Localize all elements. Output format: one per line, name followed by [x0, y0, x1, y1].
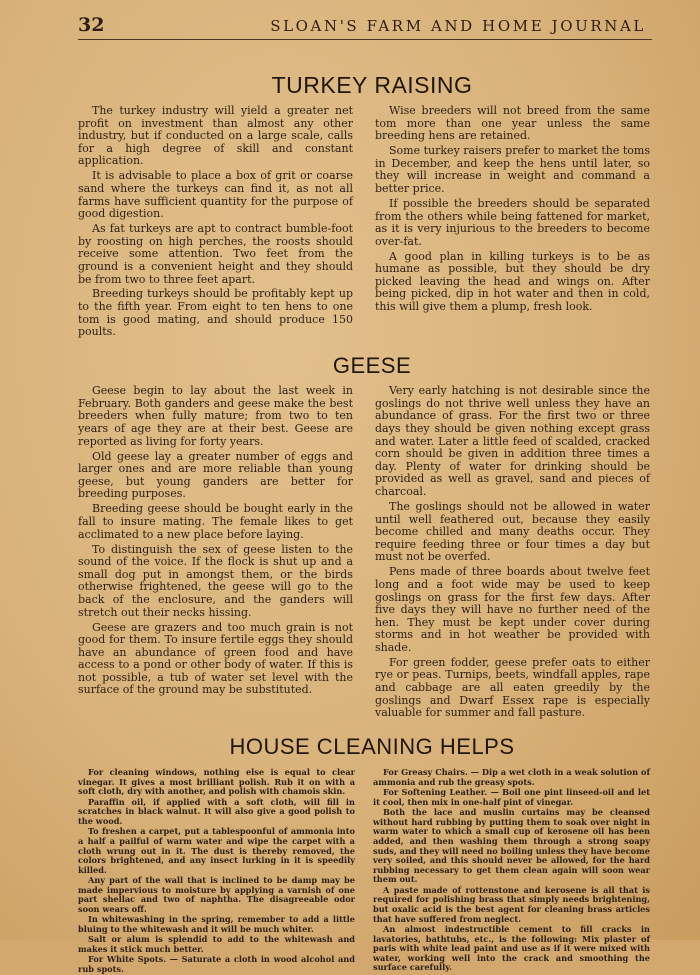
- paragraph: The goslings should not be allowed in water until well feathered out, because they easily become chilled and many deaths occur. They require feeding three or four times a day but must not be overfed.: [375, 499, 650, 564]
- page-header: [78, 14, 652, 40]
- paragraph: If possible the breeders should be separated from the others while being fattened for market, as it is very injurious to the breeders to become over-fat.: [375, 196, 650, 248]
- paragraph: Geese begin to lay about the last week in February. Both ganders and geese make the best breeders when fully mature; from two to ten years of age they are at their best. Geese are reported as living for forty years.: [78, 384, 353, 448]
- paragraph: For White Spots. — Saturate a cloth in wood alcohol and rub spots.: [78, 954, 355, 974]
- geese-column-1: [78, 385, 353, 722]
- paragraph: A paste made of rottenstone and kerosene is all that is required for polishing brass that simply needs brightening, but oxalic acid is the best agent for cleaning brass articles that have suffered from neglect.: [373, 884, 650, 924]
- paragraph: Both the lace and muslin curtains may be cleansed without hard rubbing by putting them to soak over night in warm water to which a small cup of kerosene oil has been added, and then washing them through a strong soapy suds, and they will need no boiling unless they have become very soiled, and this should never be allowed, for the hard rubbing necessary to get them clean again will soon wear them out.: [373, 807, 650, 885]
- paragraph: Wise breeders will not breed from the same tom more than one year unless the same breeding hens are retained.: [375, 104, 650, 143]
- geese-heading: GEESE: [332, 353, 412, 379]
- paragraph: To distinguish the sex of geese listen to the sound of the voice. If the flock is shut up and a small dog put in amongst them, or the birds otherwise frightened, the geese will go to the back of the enclosure, and the ganders will stretch out their necks hissing.: [78, 542, 353, 619]
- geese-section: [78, 385, 650, 722]
- paragraph: Any part of the wall that is inclined to be damp may be made impervious to moisture by applying a varnish of one part shellac and two of naphtha. The disagreeable odor soon wears off.: [78, 875, 355, 914]
- paragraph: Breeding geese should be bought early in the fall to insure mating. The female likes to get acclimated to a new place before laying.: [78, 502, 353, 541]
- paragraph: A good plan in killing turkeys is to be as humane as possible, but they should be dry picked leaving the head and wings on. After being picked, dip in hot water and then in cold, this will give them a plump, fresh look.: [375, 249, 650, 314]
- page-number: 32: [78, 14, 105, 36]
- paragraph: An almost indestructible cement to fill cracks in lavatories, bathtubs, etc., is the following: Mix plaster of paris with white lead paint and use as if it were mixed with water, working well into the crack and smoothing the surface carefully.: [373, 923, 650, 973]
- paragraph: Paraffin oil, if applied with a soft cloth, will fill in scratches in black walnut. It will also give a good polish to the wood.: [78, 796, 355, 827]
- paragraph: As fat turkeys are apt to contract bumble-foot by roosting on high perches, the roosts should receive some attention. Two feet from the ground is a convenient height and they should be from two to three feet apart.: [78, 222, 353, 286]
- paragraph: For Greasy Chairs. — Dip a wet cloth in a weak solution of ammonia and rub the greasy spots.: [373, 767, 650, 787]
- paragraph: To freshen a carpet, put a tablespoonful of ammonia into a half a pailful of warm water and wipe the carpet with a cloth wrung out in it. The dust is thereby removed, the colors brightened, and any insect lurking in it is speedily killed.: [78, 826, 355, 875]
- house-column-1: [78, 768, 355, 975]
- paragraph: Very early hatching is not desirable since the goslings do not thrive well unless they have an abundance of grass. For the first two or three days they should be given nothing except grass and water. Later a little feed of scalded, cracked corn should be given in addition three times a day. Plenty of water for drinking should be provided as well as gravel, sand and pieces of charcoal.: [375, 384, 650, 498]
- journal-title: SLOAN'S FARM AND HOME JOURNAL: [270, 17, 646, 35]
- paragraph: It is advisable to place a box of grit or coarse sand where the turkeys can find it, as not all farms have sufficient quantity for the purpose of good digestion.: [78, 169, 353, 221]
- paragraph: Breeding turkeys should be profitably kept up to the fifth year. From eight to ten hens to one tom is good mating, and should produce 150 poults.: [78, 287, 353, 339]
- turkey-column-1: [78, 105, 353, 341]
- geese-column-2: [375, 385, 650, 722]
- house-column-2: [373, 768, 650, 975]
- turkey-raising-heading: TURKEY RAISING: [271, 72, 473, 98]
- paragraph: Geese are grazers and too much grain is not good for them. To insure fertile eggs they should have an abundance of green food and have access to a pond or other body of water. If this is not possible, a tub of water set level with the surface of the ground may be substituted.: [78, 620, 353, 697]
- paragraph: Some turkey raisers prefer to market the toms in December, and keep the hens until later, so they will increase in weight and command a better price.: [375, 144, 650, 195]
- paragraph: Salt or alum is splendid to add to the whitewash and makes it stick much better.: [78, 934, 355, 954]
- paragraph: Pens made of three boards about twelve feet long and a foot wide may be used to keep goslings on grass for the first few days. After five days they will have no further need of the hen. They must be kept under cover during storms and in hot weather be provided with shade.: [375, 565, 650, 654]
- turkey-column-2: [375, 105, 650, 341]
- paragraph: For Softening Leather. — Boil one pint linseed-oil and let it cool, then mix in one-half pint of vinegar.: [373, 787, 650, 807]
- paragraph: For cleaning windows, nothing else is equal to clear vinegar. It gives a most brilliant polish. Rub it on with a soft cloth, dry with another, and polish with chamois skin.: [78, 767, 355, 797]
- turkey-raising-section: [78, 105, 650, 341]
- paragraph: Old geese lay a greater number of eggs and larger ones and are more reliable than young geese, but young ganders are better for breeding purposes.: [78, 449, 353, 501]
- paragraph: The turkey industry will yield a greater net profit on investment than almost any other industry, but if conducted on a large scale, calls for a high degree of skill and constant application.: [78, 104, 353, 168]
- paragraph: For green fodder, geese prefer oats to either rye or peas. Turnips, beets, windfall apples, rape and cabbage are all eaten greedily by the goslings and Dwarf Essex rape is especially valuable for summer and fall pasture.: [375, 655, 650, 720]
- house-cleaning-section: [78, 768, 650, 975]
- paragraph: In whitewashing in the spring, remember to add a little bluing to the whitewash and it will be much whiter.: [78, 914, 355, 934]
- house-cleaning-helps-heading: HOUSE CLEANING HELPS: [229, 734, 515, 760]
